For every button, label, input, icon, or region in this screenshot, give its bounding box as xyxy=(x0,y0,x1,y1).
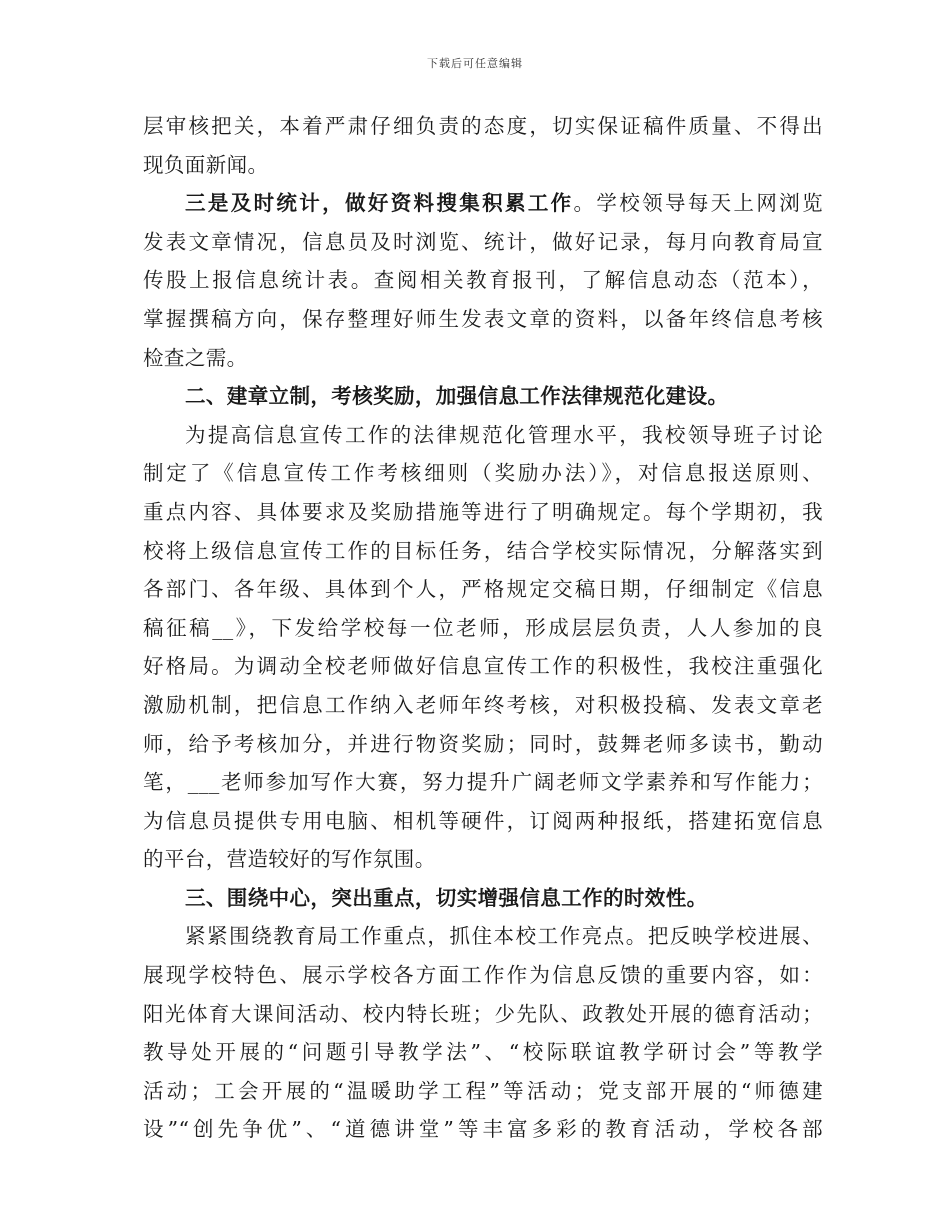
text-segment: 掌握撰稿方向，保存整理好师生发表文章的资料，以备年终信息考核 xyxy=(143,306,823,331)
text-segment: 紧紧围绕教育局工作重点，抓住本校工作亮点。把反映学校进展、 xyxy=(185,924,823,949)
text-line xyxy=(143,956,823,995)
text-segment: 稿征稿__》，下发给学校每一位老师，形成层层负责，人人参加的良 xyxy=(143,615,823,640)
text-line xyxy=(143,416,823,455)
text-line xyxy=(143,454,823,493)
text-line xyxy=(143,146,823,185)
text-segment: 现负面新闻。 xyxy=(143,152,269,177)
text-segment: 校将上级信息宣传工作的目标任务，结合学校实际情况，分解落实到 xyxy=(143,538,823,563)
text-line xyxy=(143,763,823,802)
bold-text-segment: 三、围绕中心，突出重点，切实增强信息工作的时效性。 xyxy=(185,885,708,910)
text-segment: 设”“创先争优”、“道德讲堂”等丰富多彩的教育活动，学校各部 xyxy=(143,1117,823,1142)
text-line xyxy=(143,647,823,686)
text-line xyxy=(143,339,823,378)
text-segment: 阳光体育大课间活动、校内特长班；少先队、政教处开展的德育活动； xyxy=(143,1001,823,1026)
text-segment: 各部门、各年级、具体到个人，严格规定交稿日期，仔细制定《信息 xyxy=(143,577,823,602)
text-segment: 传股上报信息统计表。查阅相关教育报刊，了解信息动态（范本）， xyxy=(143,268,823,293)
text-line xyxy=(143,609,823,648)
text-line xyxy=(143,917,823,956)
text-line xyxy=(143,493,823,532)
text-segment: 重点内容、具体要求及奖励措施等进行了明确规定。每个学期初，我 xyxy=(143,499,823,524)
text-line xyxy=(143,686,823,725)
text-segment: 活动；工会开展的“温暖助学工程”等活动；党支部开展的“师德建 xyxy=(143,1078,823,1103)
text-line xyxy=(143,261,823,300)
text-segment: 展现学校特色、展示学校各方面工作作为信息反馈的重要内容，如： xyxy=(143,963,823,988)
text-line xyxy=(143,995,823,1034)
text-segment: 激励机制，把信息工作纳入老师年终考核，对积极投稿、发表文章老 xyxy=(143,692,823,717)
bold-text-segment: 三是及时统计，做好资料搜集积累工作 xyxy=(185,191,574,216)
text-line xyxy=(143,184,823,223)
text-line xyxy=(143,107,823,146)
text-line xyxy=(143,300,823,339)
text-segment: 为信息员提供专用电脑、相机等硬件，订阅两种报纸，搭建拓宽信息 xyxy=(143,808,823,833)
text-segment: 笔，___老师参加写作大赛，努力提升广阔老师文学素养和写作能力； xyxy=(143,770,823,795)
text-line xyxy=(143,1072,823,1111)
text-line xyxy=(143,725,823,764)
text-line xyxy=(143,377,823,416)
text-segment: 师，给予考核加分，并进行物资奖励；同时，鼓舞老师多读书，勤动 xyxy=(143,731,823,756)
text-segment: 。学校领导每天上网浏览 xyxy=(573,191,823,216)
text-line xyxy=(143,1110,823,1149)
document-body xyxy=(143,107,823,1149)
text-segment: 层审核把关，本着严肃仔细负责的态度，切实保证稿件质量、不得出 xyxy=(143,114,823,138)
text-segment: 好格局。为调动全校老师做好信息宣传工作的积极性，我校注重强化 xyxy=(143,654,823,679)
text-line xyxy=(143,532,823,571)
text-line xyxy=(143,1033,823,1072)
text-line xyxy=(143,879,823,918)
text-segment: 教导处开展的“问题引导教学法”、“校际联谊教学研讨会”等教学 xyxy=(143,1040,823,1065)
bold-text-segment: 二、建章立制，考核奖励，加强信息工作法律规范化建设。 xyxy=(185,384,729,409)
text-line xyxy=(143,570,823,609)
text-segment: 的平台，营造较好的写作氛围。 xyxy=(143,847,436,872)
page-header-note: 下载后可任意编辑 xyxy=(427,57,523,70)
text-segment: 制定了《信息宣传工作考核细则（奖励办法）》，对信息报送原则、 xyxy=(143,461,823,486)
text-segment: 为提高信息宣传工作的法律规范化管理水平，我校领导班子讨论 xyxy=(185,422,823,447)
text-segment: 发表文章情况，信息员及时浏览、统计，做好记录，每月向教育局宣 xyxy=(143,229,823,254)
text-line xyxy=(143,802,823,841)
text-segment: 检查之需。 xyxy=(143,345,248,370)
text-line xyxy=(143,223,823,262)
text-line xyxy=(143,840,823,879)
